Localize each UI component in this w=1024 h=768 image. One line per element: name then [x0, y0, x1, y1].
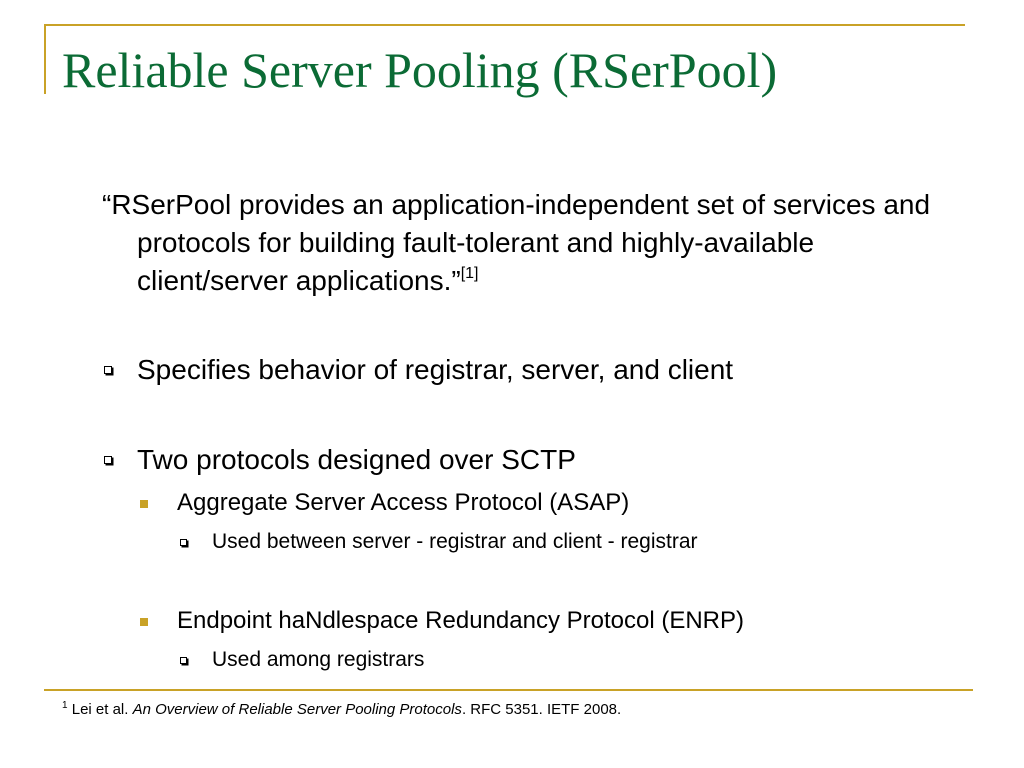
bullet-text: Two protocols designed over SCTP	[137, 444, 576, 475]
footnote-marker: 1	[62, 700, 68, 711]
filled-square-icon	[140, 500, 148, 508]
hollow-square-icon	[180, 539, 187, 546]
footnote-work-title: An Overview of Reliable Server Pooling Protocols	[132, 701, 462, 718]
hollow-square-icon	[180, 657, 187, 664]
footnote-rest: . RFC 5351. IETF 2008.	[461, 701, 622, 718]
footer-divider-line	[44, 689, 973, 691]
frame-left-line	[44, 24, 46, 94]
quote-paragraph	[102, 186, 962, 300]
bullet-text: Specifies behavior of registrar, server, and client	[137, 354, 734, 385]
slide-title: Reliable Server Pooling (RSerPool)	[62, 42, 778, 98]
quote-reference: [1]	[460, 265, 479, 282]
footnote	[62, 700, 621, 720]
sub-bullet-text: Aggregate Server Access Protocol (ASAP)	[177, 489, 630, 516]
hollow-square-icon	[104, 456, 112, 464]
sub-sub-bullet-text: Used between server - registrar and client - registrar	[212, 530, 698, 553]
filled-square-icon	[140, 618, 148, 626]
frame-top-line	[44, 24, 965, 26]
sub-bullet-text: Endpoint haNdlespace Redundancy Protocol (ENRP)	[177, 607, 744, 634]
sub-sub-bullet-text: Used among registrars	[212, 648, 425, 671]
quote-text: “RSerPool provides an application-independent set of services and protocols for building fault-tolerant and highly-available client/server applications.”	[102, 189, 931, 296]
footnote-authors: Lei et al.	[67, 701, 133, 718]
hollow-square-icon	[104, 366, 112, 374]
